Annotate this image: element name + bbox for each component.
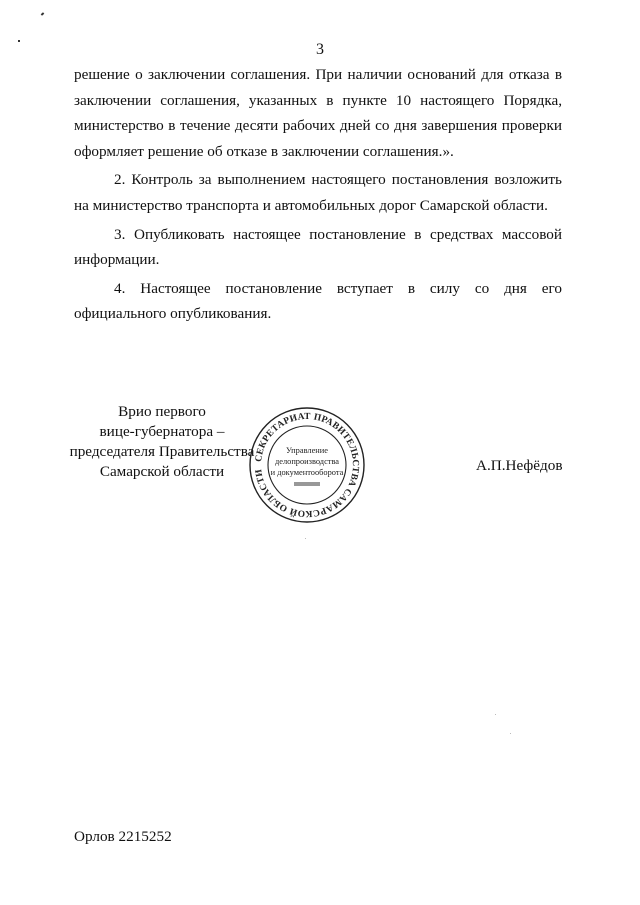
- seal-center-line: и документооборота: [270, 468, 344, 477]
- signatory-title: [62, 402, 262, 482]
- paragraph-item-3: 3. Опубликовать настоящее постановление в средствах массовой информации.: [74, 225, 562, 269]
- scan-dot: [510, 733, 511, 734]
- signatory-title-line: Врио первого: [118, 403, 206, 420]
- signatory-name: А.П.Нефёдов: [476, 457, 563, 474]
- signatory-title-line: председателя Правительства: [69, 443, 255, 460]
- signatory-title-line: Самарской области: [99, 463, 225, 480]
- seal-ring-text: СЕКРЕТАРИАТ ПРАВИТЕЛЬСТВА САМАРСКОЙ ОБЛАСТИ: [254, 411, 361, 519]
- paragraph-item-4: 4. Настоящее постановление вступает в силу со дня его официального опубликования.: [74, 279, 562, 323]
- scan-dot: [495, 714, 496, 715]
- paragraph-continuation: решение о заключении соглашения. При наличии оснований для отказа в заключении соглашения, указанных в пункте 10 настоящего Порядка, министерство в течение десяти рабочих дней со дня завершения проверки оформляет решение об отказе в заключении соглашения.».: [74, 66, 562, 160]
- document-body: [74, 62, 562, 330]
- page-number: 3: [316, 41, 324, 58]
- seal-center-line: Управление: [285, 446, 329, 455]
- scan-mark: [41, 12, 45, 15]
- scan-dot: [305, 538, 306, 539]
- seal-center-line: делопроизводства: [274, 457, 340, 466]
- signatory-title-line: вице-губернатора –: [99, 423, 225, 440]
- paragraph-item-2: 2. Контроль за выполнением настоящего постановления возложить на министерство транспорта и автомобильных дорог Самарской области.: [74, 171, 562, 214]
- official-seal-stamp: [247, 405, 367, 525]
- executor-contact: Орлов 2215252: [74, 828, 172, 845]
